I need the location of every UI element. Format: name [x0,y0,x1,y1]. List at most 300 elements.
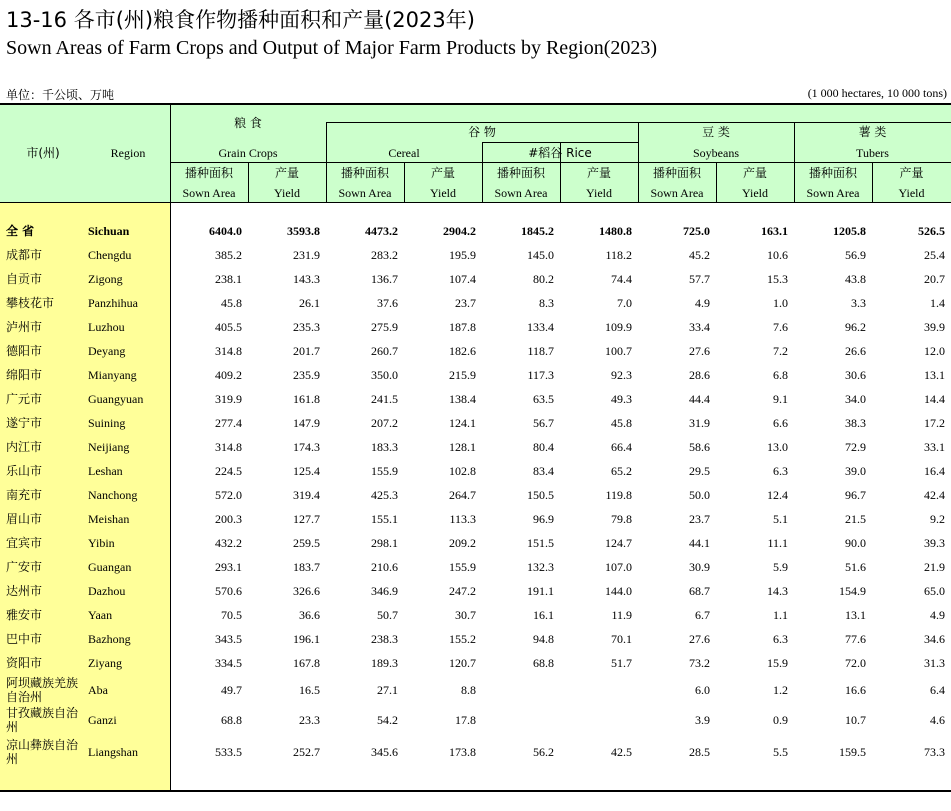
data-cell: 14.4 [924,391,945,406]
subheader-yield-en: Yield [274,186,300,200]
data-cell: 15.3 [767,271,788,286]
header-soy-cn: 豆 类 [702,125,730,139]
data-cell: 314.8 [215,343,242,358]
table-row [0,651,951,675]
data-cell: 12.4 [767,487,788,502]
data-cell: 260.7 [371,343,398,358]
region-name-en: Neijiang [88,439,130,454]
unit-label-cn: 单位：千公顷、万吨 [6,88,115,102]
data-cell: 42.4 [924,487,945,502]
data-cell: 6.6 [773,415,788,430]
data-cell: 1.2 [773,682,788,697]
data-cell: 25.4 [924,247,945,262]
data-cell: 425.3 [371,487,398,502]
subheader-yield-en: Yield [430,186,456,200]
region-name-cn: 遂宁市 [6,416,43,430]
data-cell: 189.3 [371,655,398,670]
data-cell: 1.4 [930,295,945,310]
data-cell: 102.8 [449,463,476,478]
data-cell: 570.6 [215,583,242,598]
data-cell: 8.3 [539,295,554,310]
header-cereal-cn: 谷 物 [468,125,496,139]
data-cell: 90.0 [845,535,866,550]
data-cell: 155.2 [449,631,476,646]
data-cell: 107.4 [449,271,476,286]
table-row [0,483,951,507]
data-cell: 11.1 [767,535,788,550]
data-cell: 44.1 [689,535,710,550]
data-cell: 26.1 [299,295,320,310]
data-cell: 79.8 [611,511,632,526]
data-cell: 147.9 [293,415,320,430]
data-cell: 173.8 [449,744,476,759]
data-cell: 73.2 [689,655,710,670]
data-cell: 275.9 [371,319,398,334]
header-cereal-en: Cereal [388,146,420,160]
data-cell: 200.3 [215,511,242,526]
data-cell: 63.5 [533,391,554,406]
data-cell: 125.4 [293,463,320,478]
data-cell: 144.0 [605,583,632,598]
data-cell: 23.3 [299,712,320,727]
data-cell: 6.3 [773,631,788,646]
data-cell: 17.2 [924,415,945,430]
region-name-cn: 达州市 [6,584,43,598]
data-cell: 4.6 [930,712,945,727]
data-cell: 6.8 [773,367,788,382]
data-cell: 215.9 [449,367,476,382]
subheader-area-en: Sown Area [806,186,860,200]
data-cell: 145.0 [527,247,554,262]
data-cell: 1845.2 [521,223,554,238]
subheader-area-en: Sown Area [338,186,392,200]
data-cell: 13.0 [767,439,788,454]
table-row [0,267,951,291]
data-cell: 16.5 [299,682,320,697]
rule-top [0,103,951,105]
data-cell: 29.5 [689,463,710,478]
data-cell: 277.4 [215,415,242,430]
data-cell: 11.9 [611,607,632,622]
data-cell: 187.8 [449,319,476,334]
data-cell: 163.1 [761,223,788,238]
subheader-area-en: Sown Area [650,186,704,200]
region-name-cn: 绵阳市 [6,368,43,382]
data-cell: 51.7 [611,655,632,670]
data-cell: 533.5 [215,744,242,759]
data-cell: 350.0 [371,367,398,382]
data-cell: 50.7 [377,607,398,622]
data-cell: 238.1 [215,271,242,286]
data-cell: 151.5 [527,535,554,550]
data-cell: 39.9 [924,319,945,334]
table-row [0,363,951,387]
data-cell: 6.4 [930,682,945,697]
table-row [0,507,951,531]
data-cell: 6404.0 [209,223,242,238]
data-cell: 326.6 [293,583,320,598]
data-cell: 30.6 [845,367,866,382]
data-cell: 124.1 [449,415,476,430]
data-cell: 124.7 [605,535,632,550]
region-name-cn: 眉山市 [6,512,43,526]
data-cell: 196.1 [293,631,320,646]
data-cell: 136.7 [371,271,398,286]
region-name-cn: 广元市 [6,392,43,406]
data-cell: 57.7 [689,271,710,286]
data-cell: 37.6 [377,295,398,310]
page-title-cn: 13-16 各市(州)粮食作物播种面积和产量(2023年) [6,8,475,32]
region-name-en: Mianyang [88,367,137,382]
data-cell: 28.6 [689,367,710,382]
table-row [0,435,951,459]
region-name-en: Sichuan [88,223,130,238]
data-cell: 117.3 [527,367,554,382]
data-cell: 27.1 [377,682,398,697]
data-cell: 16.1 [533,607,554,622]
data-cell: 6.7 [695,607,710,622]
table-row [0,603,951,627]
data-cell: 155.9 [449,559,476,574]
table-row [0,735,951,769]
table-row [0,531,951,555]
data-cell: 13.1 [845,607,866,622]
data-cell: 109.9 [605,319,632,334]
data-cell: 191.1 [527,583,554,598]
data-cell: 319.9 [215,391,242,406]
data-cell: 12.0 [924,343,945,358]
unit-label-en: (1 000 hectares, 10 000 tons) [807,86,947,100]
data-cell: 39.0 [845,463,866,478]
data-cell: 94.8 [533,631,554,646]
data-cell: 80.4 [533,439,554,454]
data-cell: 26.6 [845,343,866,358]
data-cell: 27.6 [689,343,710,358]
data-cell: 6.0 [695,682,710,697]
data-cell: 1.0 [773,295,788,310]
data-cell: 385.2 [215,247,242,262]
header-grain-en: Grain Crops [218,146,278,160]
data-cell: 5.5 [773,744,788,759]
subheader-area-cn: 播种面积 [496,166,545,180]
data-cell: 0.9 [773,712,788,727]
data-cell: 133.4 [527,319,554,334]
data-cell: 65.2 [611,463,632,478]
subheader-yield-en: Yield [586,186,612,200]
data-cell: 54.2 [377,712,398,727]
data-cell: 183.7 [293,559,320,574]
data-cell: 183.3 [371,439,398,454]
data-cell: 20.7 [924,271,945,286]
data-cell: 68.8 [533,655,554,670]
data-cell: 58.6 [689,439,710,454]
data-cell: 346.9 [371,583,398,598]
data-cell: 725.0 [683,223,710,238]
data-cell: 132.3 [527,559,554,574]
region-name-cn: 甘孜藏族自治州 [6,706,79,734]
data-cell: 345.6 [371,744,398,759]
region-name-cn: 内江市 [6,440,43,454]
data-cell: 319.4 [293,487,320,502]
data-cell: 7.0 [617,295,632,310]
header-city-cn: 市(州) [26,146,60,160]
data-cell: 128.1 [449,439,476,454]
data-cell: 74.4 [611,271,632,286]
rule-header-bottom [0,202,951,203]
data-cell: 45.8 [221,295,242,310]
data-cell: 159.5 [839,744,866,759]
region-name-en: Guangyuan [88,391,144,406]
data-cell: 195.9 [449,247,476,262]
table-row [0,579,951,603]
data-cell: 56.2 [533,744,554,759]
data-cell [560,705,638,735]
data-cell: 409.2 [215,367,242,382]
data-cell [482,705,560,735]
table-row [0,705,951,735]
region-name-en: Leshan [88,463,123,478]
data-cell: 1205.8 [833,223,866,238]
region-name-en: Ziyang [88,655,122,670]
data-cell: 34.0 [845,391,866,406]
data-cell: 49.7 [221,682,242,697]
data-cell: 96.2 [845,319,866,334]
data-cell: 92.3 [611,367,632,382]
subheader-area-en: Sown Area [494,186,548,200]
subheader-yield-en: Yield [898,186,925,200]
data-cell: 343.5 [215,631,242,646]
data-cell: 231.9 [293,247,320,262]
data-cell: 7.2 [773,343,788,358]
data-cell: 66.4 [611,439,632,454]
header-tuber-en: Tubers [856,146,889,160]
data-cell: 17.8 [455,712,476,727]
subheader-area-cn: 播种面积 [340,166,389,180]
data-cell: 72.0 [845,655,866,670]
data-cell [560,675,638,705]
data-cell: 16.6 [845,682,866,697]
region-name-en: Deyang [88,343,126,358]
subheader-area-cn: 播种面积 [652,166,701,180]
data-cell: 293.1 [215,559,242,574]
data-cell: 167.8 [293,655,320,670]
data-cell: 6.3 [773,463,788,478]
data-cell: 72.9 [845,439,866,454]
data-cell: 21.9 [924,559,945,574]
data-cell: 43.8 [845,271,866,286]
data-cell: 13.1 [924,367,945,382]
data-cell: 161.8 [293,391,320,406]
data-cell: 235.9 [293,367,320,382]
data-cell: 207.2 [371,415,398,430]
data-cell: 30.7 [455,607,476,622]
table-row [0,315,951,339]
region-name-cn: 攀枝花市 [6,296,55,310]
subheader-area-cn: 播种面积 [808,166,857,180]
data-cell: 4.9 [695,295,710,310]
header-soy-en: Soybeans [693,146,739,160]
region-name-en: Zigong [88,271,123,286]
data-cell: 31.9 [689,415,710,430]
region-name-cn: 雅安市 [6,608,43,622]
data-cell: 238.3 [371,631,398,646]
region-name-en: Meishan [88,511,130,526]
table-row [0,627,951,651]
data-cell: 9.2 [930,511,945,526]
data-cell: 107.0 [605,559,632,574]
data-cell: 182.6 [449,343,476,358]
data-cell: 118.7 [527,343,554,358]
data-cell: 3.9 [695,712,710,727]
table-row [0,291,951,315]
data-cell: 334.5 [215,655,242,670]
data-cell: 14.3 [767,583,788,598]
data-cell: 96.9 [533,511,554,526]
data-cell: 120.7 [449,655,476,670]
data-cell: 45.8 [611,415,632,430]
data-cell: 49.3 [611,391,632,406]
data-cell: 138.4 [449,391,476,406]
table-row [0,555,951,579]
region-name-en: Bazhong [88,631,131,646]
data-cell: 16.4 [924,463,945,478]
data-cell: 143.3 [293,271,320,286]
data-cell: 5.9 [773,559,788,574]
data-cell: 83.4 [533,463,554,478]
data-cell: 7.6 [773,319,788,334]
data-cell: 31.3 [924,655,945,670]
subheader-area-cn: 播种面积 [184,166,233,180]
table-row [0,459,951,483]
region-name-cn: 成都市 [6,248,43,262]
data-cell: 56.9 [845,247,866,262]
region-name-en: Suining [88,415,126,430]
data-cell: 2904.2 [443,223,476,238]
header-region-en: Region [110,146,146,160]
data-cell: 155.9 [371,463,398,478]
region-name-cn: 乐山市 [6,464,43,478]
data-cell: 30.9 [689,559,710,574]
data-cell: 405.5 [215,319,242,334]
data-cell: 4.9 [930,607,945,622]
data-cell: 70.5 [221,607,242,622]
region-name-en: Yaan [88,607,113,622]
data-cell: 27.6 [689,631,710,646]
region-name-en: Liangshan [88,744,138,759]
header-tuber-cn: 薯 类 [858,125,887,139]
data-cell: 201.7 [293,343,320,358]
data-cell: 28.5 [689,744,710,759]
data-cell: 264.7 [449,487,476,502]
region-name-cn: 阿坝藏族羌族自治州 [6,676,79,704]
subheader-area-en: Sown Area [182,186,236,200]
data-cell: 34.6 [924,631,945,646]
region-name-en: Dazhou [88,583,126,598]
subheader-yield-cn: 产量 [430,166,455,180]
data-cell: 1480.8 [599,223,632,238]
region-name-en: Aba [88,682,108,697]
data-cell: 65.0 [924,583,945,598]
data-cell: 80.2 [533,271,554,286]
data-cell: 10.6 [767,247,788,262]
data-cell: 252.7 [293,744,320,759]
table-row [0,387,951,411]
data-cell: 39.3 [924,535,945,550]
table-row-total [0,219,951,243]
data-cell: 73.3 [924,744,945,759]
data-cell [482,675,560,705]
data-cell: 3593.8 [287,223,320,238]
data-cell: 3.3 [851,295,866,310]
data-cell: 68.7 [689,583,710,598]
region-name-en: Yibin [88,535,115,550]
data-cell: 209.2 [449,535,476,550]
data-cell: 247.2 [449,583,476,598]
data-cell: 44.4 [689,391,710,406]
data-cell: 572.0 [215,487,242,502]
region-name-en: Chengdu [88,247,132,262]
region-name-cn: 宜宾市 [6,536,43,550]
data-cell: 100.7 [605,343,632,358]
data-cell: 36.6 [299,607,320,622]
data-cell: 118.2 [605,247,632,262]
data-cell: 283.2 [371,247,398,262]
data-cell: 241.5 [371,391,398,406]
header-grain-cn: 粮 食 [234,116,262,130]
region-name-cn: 资阳市 [6,656,43,670]
region-name-cn: 凉山彝族自治州 [6,738,79,766]
data-cell: 432.2 [215,535,242,550]
region-name-cn: 巴中市 [6,632,43,646]
data-cell: 298.1 [371,535,398,550]
data-cell: 8.8 [461,682,476,697]
data-cell: 15.9 [767,655,788,670]
data-cell: 42.5 [611,744,632,759]
region-name-cn: 自贡市 [6,272,43,286]
region-name-en: Panzhihua [88,295,138,310]
data-cell: 5.1 [773,511,788,526]
data-cell: 56.7 [533,415,554,430]
data-cell: 33.1 [924,439,945,454]
region-name-cn: 德阳市 [6,344,43,358]
subheader-yield-en: Yield [742,186,768,200]
data-cell: 50.0 [689,487,710,502]
table-row [0,243,951,267]
data-cell: 119.8 [605,487,632,502]
subheader-yield-cn: 产量 [742,166,767,180]
data-cell: 21.5 [845,511,866,526]
data-cell: 10.7 [845,712,866,727]
data-cell: 150.5 [527,487,554,502]
header-rice: #稻谷 Rice [528,146,592,160]
region-name-en: Ganzi [88,712,117,727]
data-cell: 174.3 [293,439,320,454]
table-row [0,339,951,363]
data-cell: 155.1 [371,511,398,526]
region-name-cn: 泸州市 [6,320,43,334]
data-cell: 154.9 [839,583,866,598]
region-name-en: Luzhou [88,319,125,334]
data-cell: 113.3 [449,511,476,526]
data-cell: 38.3 [845,415,866,430]
data-cell: 51.6 [845,559,866,574]
data-cell: 127.7 [293,511,320,526]
data-cell: 224.5 [215,463,242,478]
region-name-en: Nanchong [88,487,138,502]
region-name-en: Guangan [88,559,132,574]
subheader-yield-cn: 产量 [899,166,924,180]
data-cell: 4473.2 [365,223,398,238]
